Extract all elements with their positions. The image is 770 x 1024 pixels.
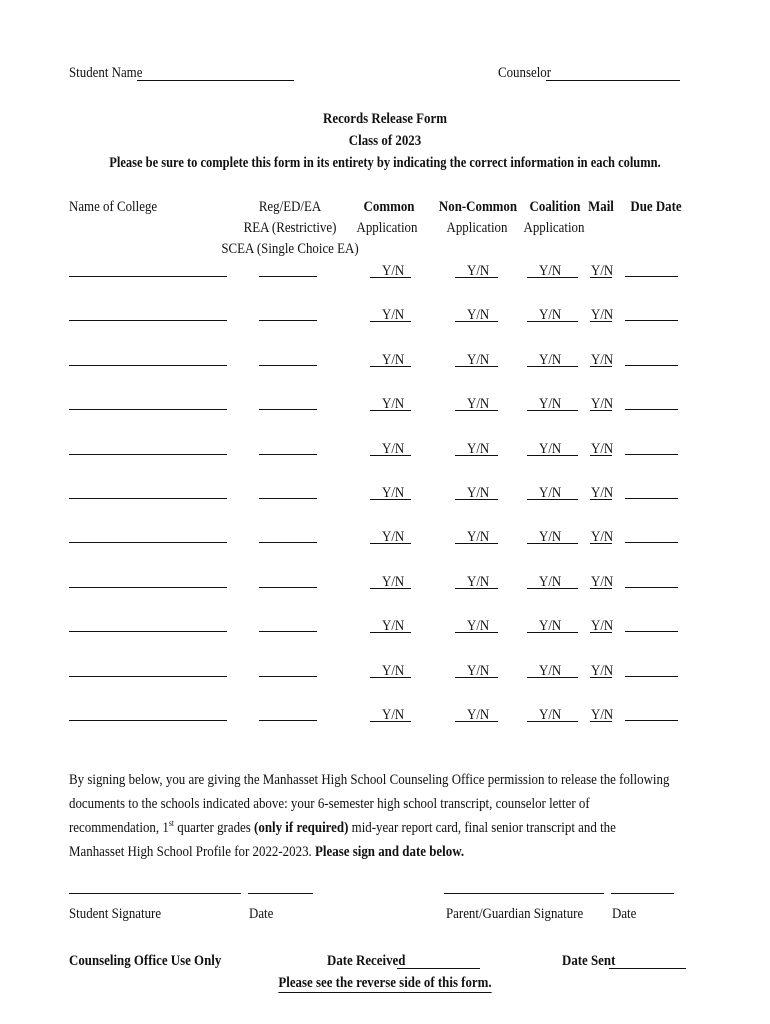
col-mail-header: Mail — [588, 199, 614, 215]
coalition-app-yn[interactable]: Y/N — [539, 573, 562, 590]
table-row — [0, 351, 770, 371]
common-app-yn[interactable]: Y/N — [382, 485, 405, 501]
college-name-field[interactable] — [69, 276, 227, 277]
mail-yn[interactable]: Y/N — [591, 307, 614, 324]
noncommon-app-yn[interactable]: Y/N — [467, 707, 490, 723]
common-app-yn[interactable]: Y/N — [382, 440, 405, 457]
mail-yn[interactable]: Y/N — [591, 707, 614, 723]
college-name-field[interactable] — [69, 409, 227, 410]
mail-yn[interactable]: Y/N — [591, 351, 614, 368]
common-app-yn[interactable]: Y/N — [382, 263, 405, 279]
mail-yn[interactable]: Y/N — [591, 662, 614, 679]
mail-yn[interactable]: Y/N — [591, 618, 614, 635]
common-app-yn[interactable]: Y/N — [382, 351, 405, 368]
coalition-app-yn[interactable]: Y/N — [539, 707, 562, 723]
common-app-yn[interactable]: Y/N — [382, 573, 405, 590]
col-coalition-line1: Coalition — [529, 199, 581, 215]
due-date-field[interactable] — [625, 409, 678, 410]
table-row — [0, 395, 770, 415]
coalition-app-yn[interactable]: Y/N — [539, 662, 562, 679]
college-name-field[interactable] — [69, 320, 227, 321]
col-decision-line2: REA (Restrictive) — [243, 220, 337, 236]
student-name-field[interactable] — [137, 80, 294, 81]
table-row — [0, 706, 770, 726]
noncommon-app-yn[interactable]: Y/N — [467, 573, 490, 590]
mail-yn[interactable]: Y/N — [591, 263, 614, 279]
table-row — [0, 662, 770, 682]
date-sent-label: Date Sent — [562, 953, 616, 969]
table-row — [0, 484, 770, 504]
student-date-line[interactable] — [248, 893, 313, 894]
table-row — [0, 306, 770, 326]
noncommon-app-yn[interactable]: Y/N — [467, 618, 490, 635]
common-app-yn[interactable]: Y/N — [382, 707, 405, 723]
due-date-field[interactable] — [625, 720, 678, 721]
college-name-field[interactable] — [69, 676, 227, 677]
col-common-line1: Common — [363, 199, 415, 215]
coalition-app-yn[interactable]: Y/N — [539, 307, 562, 324]
col-decision-line1: Reg/ED/EA — [258, 199, 322, 215]
decision-type-field[interactable] — [259, 542, 317, 543]
counselor-label: Counselor — [498, 65, 552, 81]
instruction-text: Please be sure to complete this form in its entirety by indicating the correct information in each column. — [109, 155, 661, 171]
noncommon-app-yn[interactable]: Y/N — [467, 263, 490, 279]
parent-signature-label: Parent/Guardian Signature — [446, 906, 584, 922]
due-date-field[interactable] — [625, 542, 678, 543]
class-year: Class of 2023 — [348, 133, 422, 149]
table-row — [0, 528, 770, 548]
coalition-app-yn[interactable]: Y/N — [539, 485, 562, 501]
parent-date-label: Date — [612, 906, 637, 922]
col-coalition-line2: Application — [523, 220, 585, 236]
common-app-yn[interactable]: Y/N — [382, 396, 405, 413]
college-name-field[interactable] — [69, 542, 227, 543]
noncommon-app-yn[interactable]: Y/N — [467, 529, 490, 546]
mail-yn[interactable]: Y/N — [591, 485, 614, 501]
due-date-field[interactable] — [625, 454, 678, 455]
decision-type-field[interactable] — [259, 587, 317, 588]
college-name-field[interactable] — [69, 631, 227, 632]
student-signature-line[interactable] — [69, 893, 241, 894]
coalition-app-yn[interactable]: Y/N — [539, 618, 562, 635]
table-row — [0, 573, 770, 593]
noncommon-app-yn[interactable]: Y/N — [467, 662, 490, 679]
common-app-yn[interactable]: Y/N — [382, 662, 405, 679]
college-name-field[interactable] — [69, 720, 227, 721]
parent-date-line[interactable] — [611, 893, 674, 894]
decision-type-field[interactable] — [259, 320, 317, 321]
coalition-app-yn[interactable]: Y/N — [539, 396, 562, 413]
noncommon-app-yn[interactable]: Y/N — [467, 307, 490, 324]
student-date-label: Date — [249, 906, 274, 922]
college-name-field[interactable] — [69, 587, 227, 588]
mail-yn[interactable]: Y/N — [591, 573, 614, 590]
decision-type-field[interactable] — [259, 365, 317, 366]
col-noncommon-line1: Non-Common — [438, 199, 518, 215]
student-name-label: Student Name — [69, 65, 143, 81]
noncommon-app-yn[interactable]: Y/N — [467, 351, 490, 368]
col-decision-line3: SCEA (Single Choice EA) — [221, 241, 359, 257]
student-signature-label: Student Signature — [69, 906, 162, 922]
decision-type-field[interactable] — [259, 631, 317, 632]
coalition-app-yn[interactable]: Y/N — [539, 351, 562, 368]
noncommon-app-yn[interactable]: Y/N — [467, 396, 490, 413]
mail-yn[interactable]: Y/N — [591, 396, 614, 413]
date-sent-field[interactable] — [609, 968, 686, 969]
common-app-yn[interactable]: Y/N — [382, 307, 405, 324]
decision-type-field[interactable] — [259, 409, 317, 410]
due-date-field[interactable] — [625, 320, 678, 321]
parent-signature-line[interactable] — [444, 893, 604, 894]
date-received-field[interactable] — [397, 968, 480, 969]
col-college-header: Name of College — [69, 199, 158, 215]
decision-type-field[interactable] — [259, 676, 317, 677]
coalition-app-yn[interactable]: Y/N — [539, 529, 562, 546]
mail-yn[interactable]: Y/N — [591, 440, 614, 457]
table-row — [0, 617, 770, 637]
noncommon-app-yn[interactable]: Y/N — [467, 485, 490, 501]
table-row — [0, 262, 770, 282]
due-date-field[interactable] — [625, 365, 678, 366]
decision-type-field[interactable] — [259, 454, 317, 455]
due-date-field[interactable] — [625, 631, 678, 632]
due-date-field[interactable] — [625, 498, 678, 499]
decision-type-field[interactable] — [259, 276, 317, 277]
due-date-field[interactable] — [625, 276, 678, 277]
noncommon-app-yn[interactable]: Y/N — [467, 440, 490, 457]
office-use-label: Counseling Office Use Only — [69, 953, 222, 969]
mail-yn[interactable]: Y/N — [591, 529, 614, 546]
date-received-label: Date Received — [327, 953, 406, 969]
counselor-field[interactable] — [546, 80, 680, 81]
due-date-field[interactable] — [625, 676, 678, 677]
college-name-field[interactable] — [69, 454, 227, 455]
common-app-yn[interactable]: Y/N — [382, 618, 405, 635]
reverse-side-note: Please see the reverse side of this form. — [278, 975, 492, 991]
due-date-field[interactable] — [625, 587, 678, 588]
col-due-date-header: Due Date — [630, 199, 682, 215]
col-noncommon-line2: Application — [446, 220, 508, 236]
table-row — [0, 440, 770, 460]
college-name-field[interactable] — [69, 365, 227, 366]
coalition-app-yn[interactable]: Y/N — [539, 440, 562, 457]
form-title: Records Release Form — [323, 111, 447, 127]
decision-type-field[interactable] — [259, 720, 317, 721]
decision-type-field[interactable] — [259, 498, 317, 499]
college-name-field[interactable] — [69, 498, 227, 499]
consent-paragraph: By signing below, you are giving the Manhasset High School Counseling Office permission to release the following documents to the schools indicated above: your 6-semester high school transcript, counselor letter of recommendation, 1st quarter grades (only if required) mid-year report card, final senior transcript and the Manhasset High School Profile for 2022-2023. Please sign and date below. — [69, 772, 670, 860]
col-common-line2: Application — [356, 220, 418, 236]
common-app-yn[interactable]: Y/N — [382, 529, 405, 546]
coalition-app-yn[interactable]: Y/N — [539, 263, 562, 279]
